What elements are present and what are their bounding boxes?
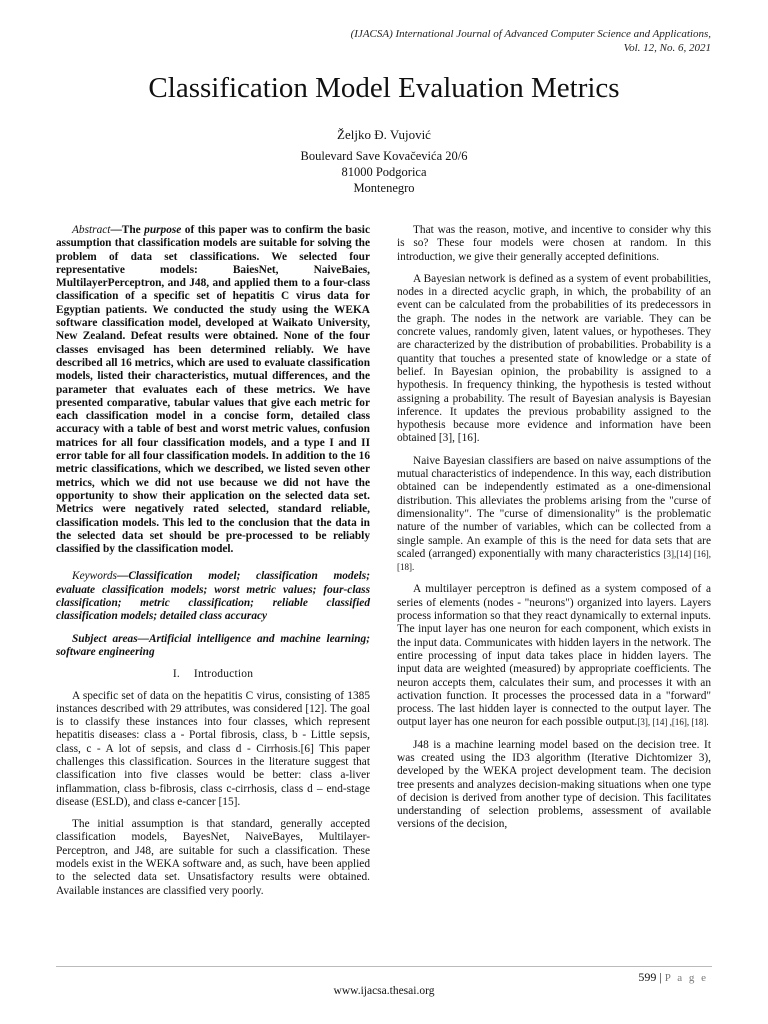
footer-divider (56, 966, 712, 967)
mlp-text: A multilayer perceptron is defined as a system composed of a series of elements (nodes - "neurons") organized into layers. Layers process information so that they react dynamically to external inputs. The input layer has one neuron for each component, which exists in the input data. Communicates with hidden layers in the network. The entire processing of input data takes place in hidden layers. The input data are weighted (measured) by appropriate coefficients. The neuron accepts them, calculates their sum, and processes it with an activation function. It processes the processed data in a "forward" process. The last hidden layer is connected to the output layer. The output layer has one neuron for each possible output. (397, 583, 711, 729)
naive-bayes-paragraph (397, 455, 711, 575)
abstract-body: of this paper was to confirm the basic assumption that classification models are suitable for solving the problem of data set classifications. We selected four representative models: BaiesNet, NaiveBaies, MultilayerPerceptron, and J48, and applied them to a four-class classification of a specific set of hepatitis C virus data for Egyptian patients. We conducted the study using the WEKA software classification model, developed at Waikato University, New Zealand. Defeat results were obtained. None of the four classes envisaged has been determined reliably. We have described all 16 metrics, which are used to evaluate classification models, listed their characteristics, mutual differences, and the parameter that evaluates each of these metrics. We have presented comparative, tabular values that give each metric for each classification model in a concise form, detailed class accuracy with a table of best and worst metric values, confusion matrices for all four classification models, and a type I and II error table for all four classification models. In addition to the 16 metric classifications, which we described, we listed seven other metrics, which we did not use because we did not have the opportunity to show their application on the selected data set. Metrics were negatively rated selected, standard reliable, classification models. This led to the conclusion that the data in the selected data set should be pre-processed to be reliably classified by the classification model. (56, 224, 370, 556)
keywords-text: —Classification model; classification models; evaluate classification models; worst metric values; four-class classification; metric classification; reliable classified classification models; detailed class accuracy (56, 570, 370, 623)
right-paragraph-1: That was the reason, motive, and incentive to consider why this is so? These four models were chosen at random. In this introduction, we give their generally accepted definitions. (397, 224, 711, 263)
page-number (638, 970, 708, 985)
author-address-street: Boulevard Save Kovačevića 20/6 (300, 149, 468, 163)
journal-name: (IJACSA) International Journal of Advanced Computer Science and Applications, (350, 28, 711, 40)
right-column (397, 224, 711, 841)
intro-paragraph-1: A specific set of data on the hepatitis C virus, consisting of 1385 instances described with 29 attributes, was considered [12]. The goal is to classify these instances into four classes, which represent hepatitis diseases: class a - Portal fibrosis, class, b - Little sepsis, class, c - A lot of sepsis, and class d - Cirrhosis.[6] This paper challenges this classification. Sources in the literature suggest that classification into five classes would be better: class a-liver inflammation, class b-fibrosis, class c-cirrhosis, class d – end-stage disease (ESLD), and class e-cancer [15]. (56, 689, 370, 808)
intro-paragraph-2: The initial assumption is that standard, generally accepted classification models, BayesNet, NaiveBayes, Multilayer-Perceptron, and J48, are suitable for such a classification. These models exist in the WEKA software and, as such, have been applied to the selected data set. Unsatisfactory results were obtained. Available instances are classified very poorly. (56, 818, 370, 897)
paper-title: Classification Model Evaluation Metrics (148, 72, 620, 104)
journal-website: www.ijacsa.thesai.org (333, 985, 435, 997)
journal-volume: Vol. 12, No. 6, 2021 (623, 42, 711, 54)
author-block (0, 127, 768, 196)
author-name: Željko Đ. Vujović (337, 127, 431, 142)
abstract-lead: Abstract (72, 224, 111, 236)
abstract-dash: —The (110, 224, 145, 236)
section-heading-introduction (56, 668, 370, 681)
keywords-lead: Keywords (72, 570, 117, 583)
subject-areas: Subject areas—Artificial intelligence and machine learning; software engineering (56, 632, 370, 658)
section-number: I. (172, 668, 180, 681)
mlp-paragraph (397, 583, 711, 729)
j48-paragraph: J48 is a machine learning model based on the decision tree. It was created using the ID3 algorithm (Iterative Dichtomizer 3), developed by the WEKA project development team. The decision tree presents and analyzes decision-making situations when one type of decision is derived from another type of decision. This facilitates understanding of selection problems, assessment of available versions of the decision, (397, 738, 711, 831)
abstract-purpose: purpose (144, 224, 182, 236)
abstract (56, 224, 370, 556)
running-header (211, 27, 711, 55)
author-address-country: Montenegro (353, 181, 415, 195)
bayesian-network-paragraph: A Bayesian network is defined as a system of event probabilities, nodes in a directed acyclic graph, in which, the probability of an event can be calculated from the probabilities of its predecessors in the graph. The nodes in the network are variable. They can be concrete values, randomly given, latent values, or hypotheses. They are characterized by the distribution of probabilities. Probability is a quantity that touches a presented state of knowledge or a state of belief. In Bayesian opinion, the probability is assigned to a hypothesis. In frequency thinking, the hypothesis is tested without assigning a probability. The result of Bayesian analysis is Bayesian inference. It updates the previous probability assigned to the hypothesis because more evidence and information have been obtained [3], [16]. (397, 272, 711, 445)
page-number-value: 599 (638, 970, 657, 984)
author-address-city: 81000 Podgorica (341, 165, 427, 179)
mlp-citation: [3], [14] ,[16], [18]. (637, 717, 709, 728)
keywords (56, 570, 370, 623)
naive-bayes-text: Naive Bayesian classifiers are based on naive assumptions of the mutual characteristics of independence. In this way, each distribution obtained can be independently estimated as a one-dimensional distribution. This alleviates the problems arising from the "curse of dimensionality". The "curse of dimensionality" is the problematic nature of the number of variables, which can be collected from a single sample. An example of this is the need for data sets that are scaled (arranged) exponentially with many characteristics (397, 454, 711, 560)
page-word: P a g e (664, 972, 708, 984)
section-title: Introduction (193, 668, 254, 681)
naive-bayes-citation: [3],[14] [16], [18]. (397, 548, 711, 573)
page-number-separator: | (656, 970, 665, 984)
left-column (56, 224, 370, 907)
